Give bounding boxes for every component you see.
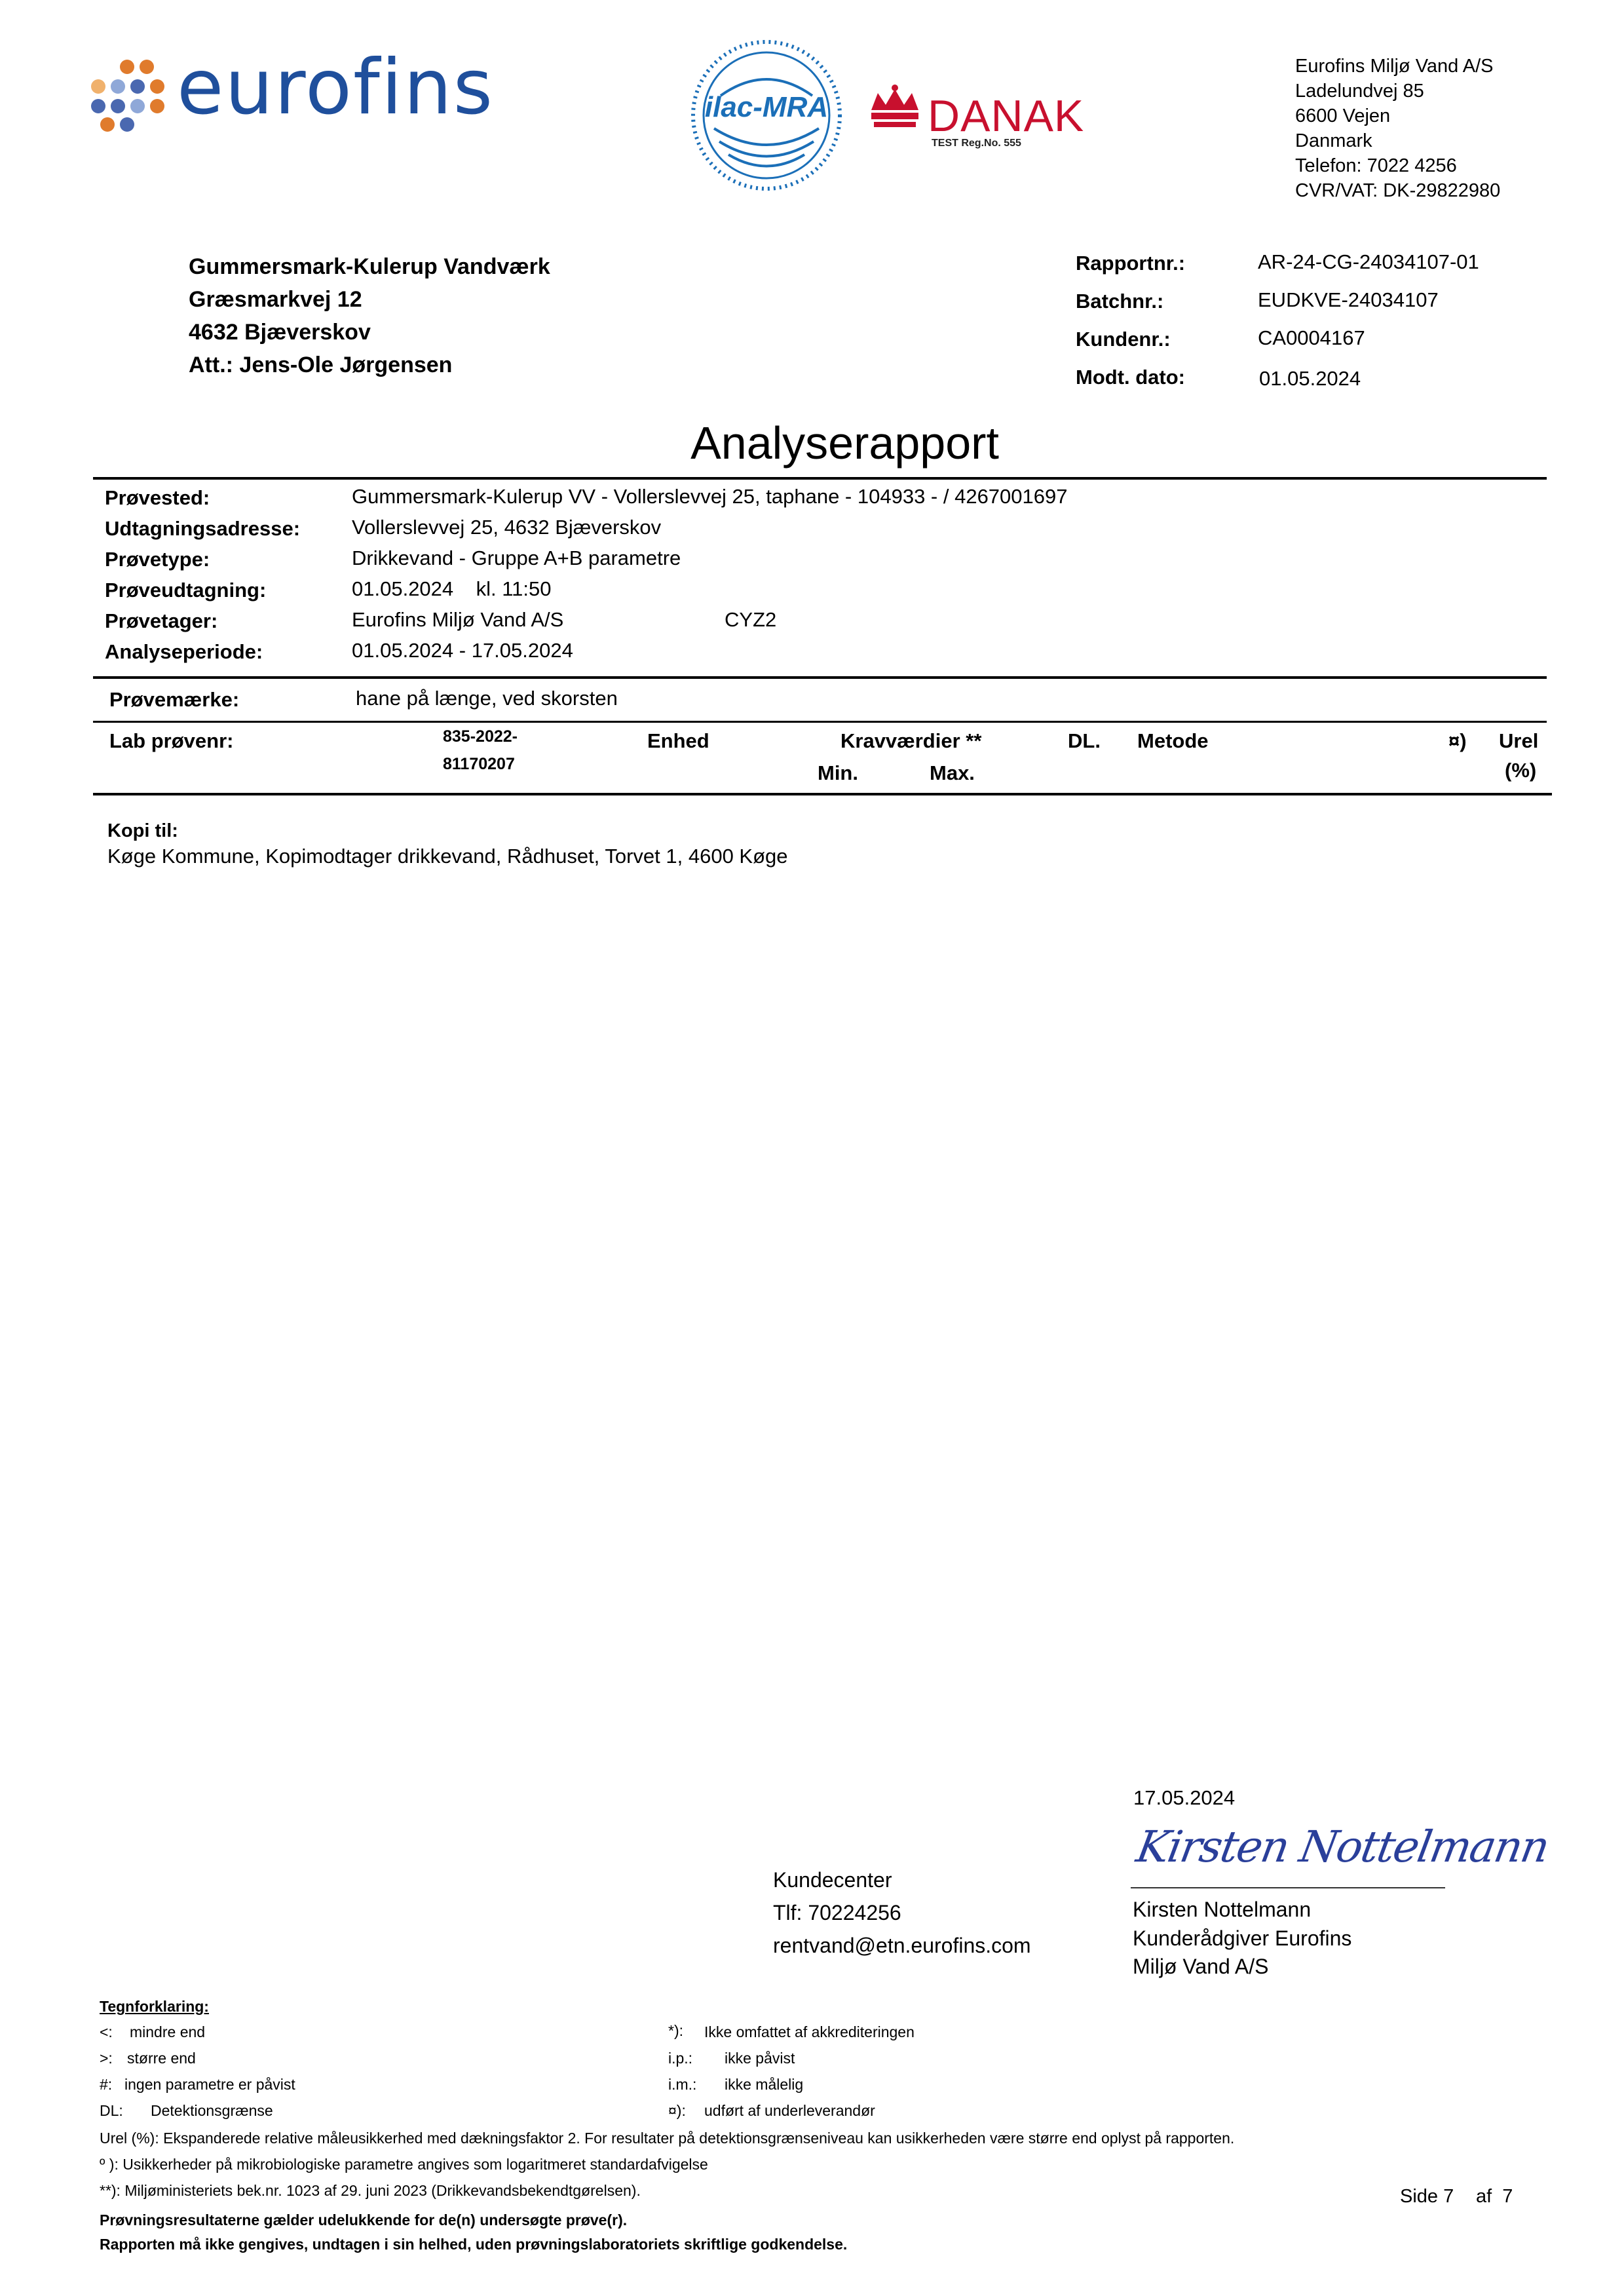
lab-sample-no-line2: 81170207 [443, 755, 515, 773]
received-date-label: Modt. dato: [1076, 366, 1186, 389]
ilac-mra-text: ilac-MRA [704, 91, 829, 123]
copy-to-value: Køge Kommune, Kopimodtager drikkevand, Rådhuset, Torvet 1, 4600 Køge [107, 845, 788, 868]
legend-note: **): Miljøministeriets bek.nr. 1023 af 29. juni 2023 (Drikkevandsbekendtgørelsen). [100, 2182, 641, 2199]
sampler-label: Prøvetager: [105, 609, 218, 632]
customer-no-value: CA0004167 [1258, 326, 1365, 349]
legend-symbol: >: [100, 2050, 113, 2067]
legend-footer: Prøvningsresultaterne gælder udelukkende for de(n) undersøgte prøve(r). [100, 2211, 628, 2229]
legend-note: Urel (%): Ekspanderede relative måleusikkerhed med dækningsfaktor 2. For resultater på detektionsgrænseniveau kan usikkerheden være større end oplyst på rapporten. [100, 2130, 1235, 2147]
handwritten-signature: Kirsten Nottelmann [1133, 1822, 1553, 1872]
signer-role-line1: Kunderådgiver Eurofins [1133, 1926, 1352, 1950]
legend-title: Tegnforklaring: [100, 1998, 209, 2015]
sample-site-value: Gummersmark-Kulerup VV - Vollerslevvej 25, taphane - 104933 - / 4267001697 [352, 485, 1068, 508]
legend-symbol: <: [100, 2023, 113, 2040]
sampling-time-label: Prøveudtagning: [105, 579, 267, 602]
customer-address [189, 250, 550, 381]
subcontract-header: ¤) [1448, 729, 1467, 752]
danak-reg: TEST Reg.No. 555 [932, 138, 1021, 149]
customer-line: 4632 Bjæverskov [189, 320, 371, 345]
contact-email[interactable]: rentvand@etn.eurofins.com [773, 1934, 1031, 1957]
legend-text: større end [127, 2050, 196, 2067]
customer-no-label: Kundenr.: [1076, 328, 1171, 351]
report-no-label: Rapportnr.: [1076, 252, 1186, 275]
lab-address-line: CVR/VAT: DK-29822980 [1295, 180, 1501, 201]
legend-symbol: DL: [100, 2102, 123, 2119]
lab-address-line: Ladelundvej 85 [1295, 81, 1424, 102]
eurofins-dots-icon [86, 58, 168, 134]
legend-text: ingen parametre er påvist [124, 2076, 295, 2093]
divider [93, 721, 1547, 723]
legend-note: º ): Usikkerheder på mikrobiologiske parametre angives som logaritmeret standardafvigelse [100, 2156, 708, 2173]
sample-mark-label: Prøvemærke: [109, 688, 240, 711]
legend-symbol: *): [668, 2022, 683, 2039]
contact-phone: Tlf: 70224256 [773, 1901, 901, 1924]
legend-text: Ikke omfattet af akkrediteringen [704, 2023, 915, 2040]
sampling-address-label: Udtagningsadresse: [105, 517, 301, 540]
max-header: Max. [930, 761, 975, 784]
customer-line: Græsmarkvej 12 [189, 287, 362, 312]
batch-no-value: EUDKVE-24034107 [1258, 288, 1439, 311]
signer-name: Kirsten Nottelmann [1133, 1898, 1312, 1921]
sample-mark-value: hane på længe, ved skorsten [356, 687, 618, 710]
sample-site-label: Prøvested: [105, 486, 210, 509]
lab-address-line: Telefon: 7022 4256 [1295, 155, 1457, 176]
divider [93, 793, 1552, 795]
lab-sample-no-line1: 835-2022- [443, 727, 518, 746]
lab-address-line: Eurofins Miljø Vand A/S [1295, 56, 1494, 77]
urel-percent-header: (%) [1505, 759, 1537, 782]
legend-text: udført af underleverandør [704, 2102, 875, 2119]
eurofins-logo-text: eurofins [177, 43, 495, 132]
lab-address [1295, 54, 1500, 203]
lab-address-line: 6600 Vejen [1295, 105, 1391, 126]
divider [93, 477, 1547, 480]
report-no-value: AR-24-CG-24034107-01 [1258, 250, 1479, 273]
legend-symbol: #: [100, 2076, 113, 2093]
sampling-time-value: 01.05.2024 kl. 11:50 [352, 577, 552, 600]
analysis-period-value: 01.05.2024 - 17.05.2024 [352, 639, 573, 662]
sampler-value: Eurofins Miljø Vand A/S [352, 608, 564, 631]
dl-header: DL. [1068, 729, 1101, 752]
legend-text: Detektionsgrænse [151, 2102, 273, 2119]
legend-symbol: ¤): [668, 2102, 686, 2119]
customer-line: Att.: Jens-Ole Jørgensen [189, 353, 453, 377]
page-label: Side 7 [1400, 2186, 1454, 2207]
sample-type-value: Drikkevand - Gruppe A+B parametre [352, 546, 681, 569]
copy-to-label: Kopi til: [107, 820, 178, 841]
received-date-value: 01.05.2024 [1259, 367, 1361, 390]
analysis-period-label: Analyseperiode: [105, 640, 263, 663]
urel-header: Urel [1499, 729, 1539, 752]
sampling-address-value: Vollerslevvej 25, 4632 Bjæverskov [352, 516, 662, 539]
legend-text: ikke målelig [725, 2076, 804, 2093]
contact-title: Kundecenter [773, 1868, 892, 1892]
legend-symbol: i.p.: [668, 2050, 693, 2067]
sampler-code: CYZ2 [725, 608, 777, 631]
method-header: Metode [1137, 729, 1209, 752]
legend-text: mindre end [130, 2023, 206, 2040]
sample-type-label: Prøvetype: [105, 548, 210, 571]
divider [93, 676, 1547, 679]
legend-text: ikke påvist [725, 2050, 795, 2067]
signature-line [1131, 1887, 1445, 1888]
legend-footer: Rapporten må ikke gengives, undtagen i sin helhed, uden prøvningslaboratoriets skriftlige godkendelse. [100, 2236, 848, 2253]
danak-crown-icon [865, 84, 925, 136]
report-title: Analyserapport [690, 417, 999, 469]
ilac-mra-badge [688, 37, 845, 194]
requirements-header: Kravværdier ** [840, 729, 982, 752]
page-of: af 7 [1476, 2186, 1513, 2207]
danak-text: DANAK [928, 91, 1085, 141]
signer-role-line2: Miljø Vand A/S [1133, 1955, 1269, 1978]
min-header: Min. [818, 761, 858, 784]
legend-symbol: i.m.: [668, 2076, 697, 2093]
lab-address-line: Danmark [1295, 130, 1372, 151]
unit-header: Enhed [647, 729, 709, 752]
customer-line: Gummersmark-Kulerup Vandværk [189, 254, 550, 279]
signature-date: 17.05.2024 [1133, 1786, 1236, 1809]
lab-sample-no-label: Lab prøvenr: [109, 729, 234, 752]
batch-no-label: Batchnr.: [1076, 290, 1164, 313]
